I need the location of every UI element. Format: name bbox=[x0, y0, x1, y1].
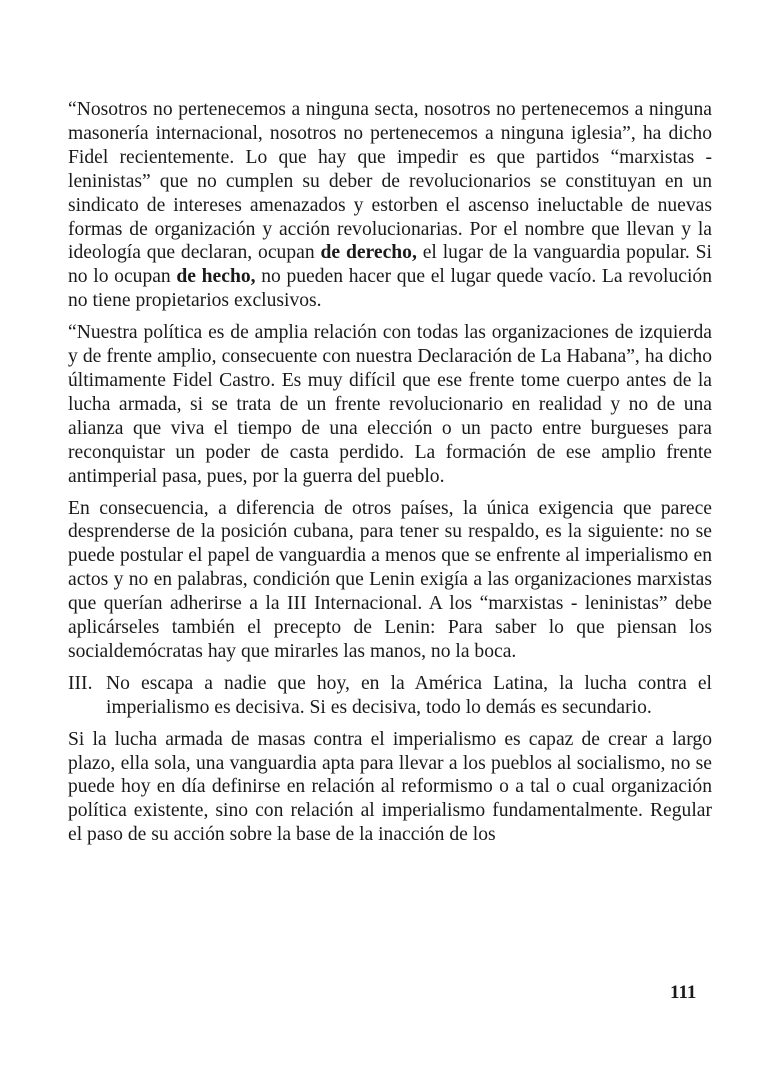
section-iii-text: No escapa a nadie que hoy, en la América Latina, la lucha contra el imperialismo es decisiva. Si es decisiva, todo lo demás es secundario. bbox=[106, 672, 712, 718]
paragraph-3: En consecuencia, a diferencia de otros países, la única exigencia que parece desprenderse de la posición cubana, para tener su respaldo, es la siguiente: no se puede postular el papel de vanguardia a menos que se enfrente al imperialismo en actos y no en palabras, condición que Lenin exigía a las organizaciones marxistas que querían adherirse a la III Internacional. A los “marxistas - leninistas” debe aplicárseles también el precepto de Lenin: Para saber lo que piensan los socialdemócratas hay que mirarles las manos, no la boca. bbox=[68, 497, 712, 662]
paragraph-2: “Nuestra política es de amplia relación con todas las organizaciones de izquierda y de frente amplio, consecuente con nuestra Declaración de La Habana”, ha dicho últimamente Fidel Castro. Es muy difícil que ese frente tome cuerpo antes de la lucha armada, si se trata de un frente revolucionario en realidad y no de una alianza que viva el tiempo de una elección o un pacto entre burgueses para reconquistar un poder de casta perdido. La formación de ese amplio frente antimperial pasa, pues, por la guerra del pueblo. bbox=[68, 322, 712, 487]
bold-de-hecho: de hecho, bbox=[176, 266, 256, 288]
paragraph-1-text-b: el lugar de la vanguardia popular. Si no lo ocupan bbox=[68, 242, 712, 288]
numbered-section-iii bbox=[68, 672, 712, 720]
page-body bbox=[68, 98, 712, 855]
section-number: III. bbox=[68, 672, 93, 694]
bold-de-derecho: de derecho, bbox=[320, 242, 417, 264]
page-number: 111 bbox=[670, 982, 697, 1003]
paragraph-1-text-c: no pueden hacer que el lugar quede vacío. La revolución no tiene propietarios exclusivos. bbox=[68, 266, 712, 312]
paragraph-5: Si la lucha armada de masas contra el imperialismo es capaz de crear a largo plazo, ella sola, una vanguardia apta para llevar a los pueblos al socialismo, no se puede hoy en día definirse en relación al reformismo o a tal o cual organización política existente, sino con relación al imperialismo fundamentalmente. Regular el paso de su acción sobre la base de la inacción de los bbox=[68, 728, 712, 846]
paragraph-1 bbox=[68, 98, 712, 313]
paragraph-1-text-a: “Nosotros no pertenecemos a ninguna secta, nosotros no pertenecemos a ninguna masonería internacional, nosotros no pertenecemos a ninguna iglesia”, ha dicho Fidel recientemente. Lo que hay que impedir es que partidos “marxistas - leninistas” que no cumplen su deber de revolucionarios se constituyan en un sindicato de intereses amenazados y estorben el ascenso ineluctable de nuevas formas de organización y acción revolucionarias. Por el nombre que llevan y la ideología que declaran, ocupan bbox=[68, 99, 712, 264]
